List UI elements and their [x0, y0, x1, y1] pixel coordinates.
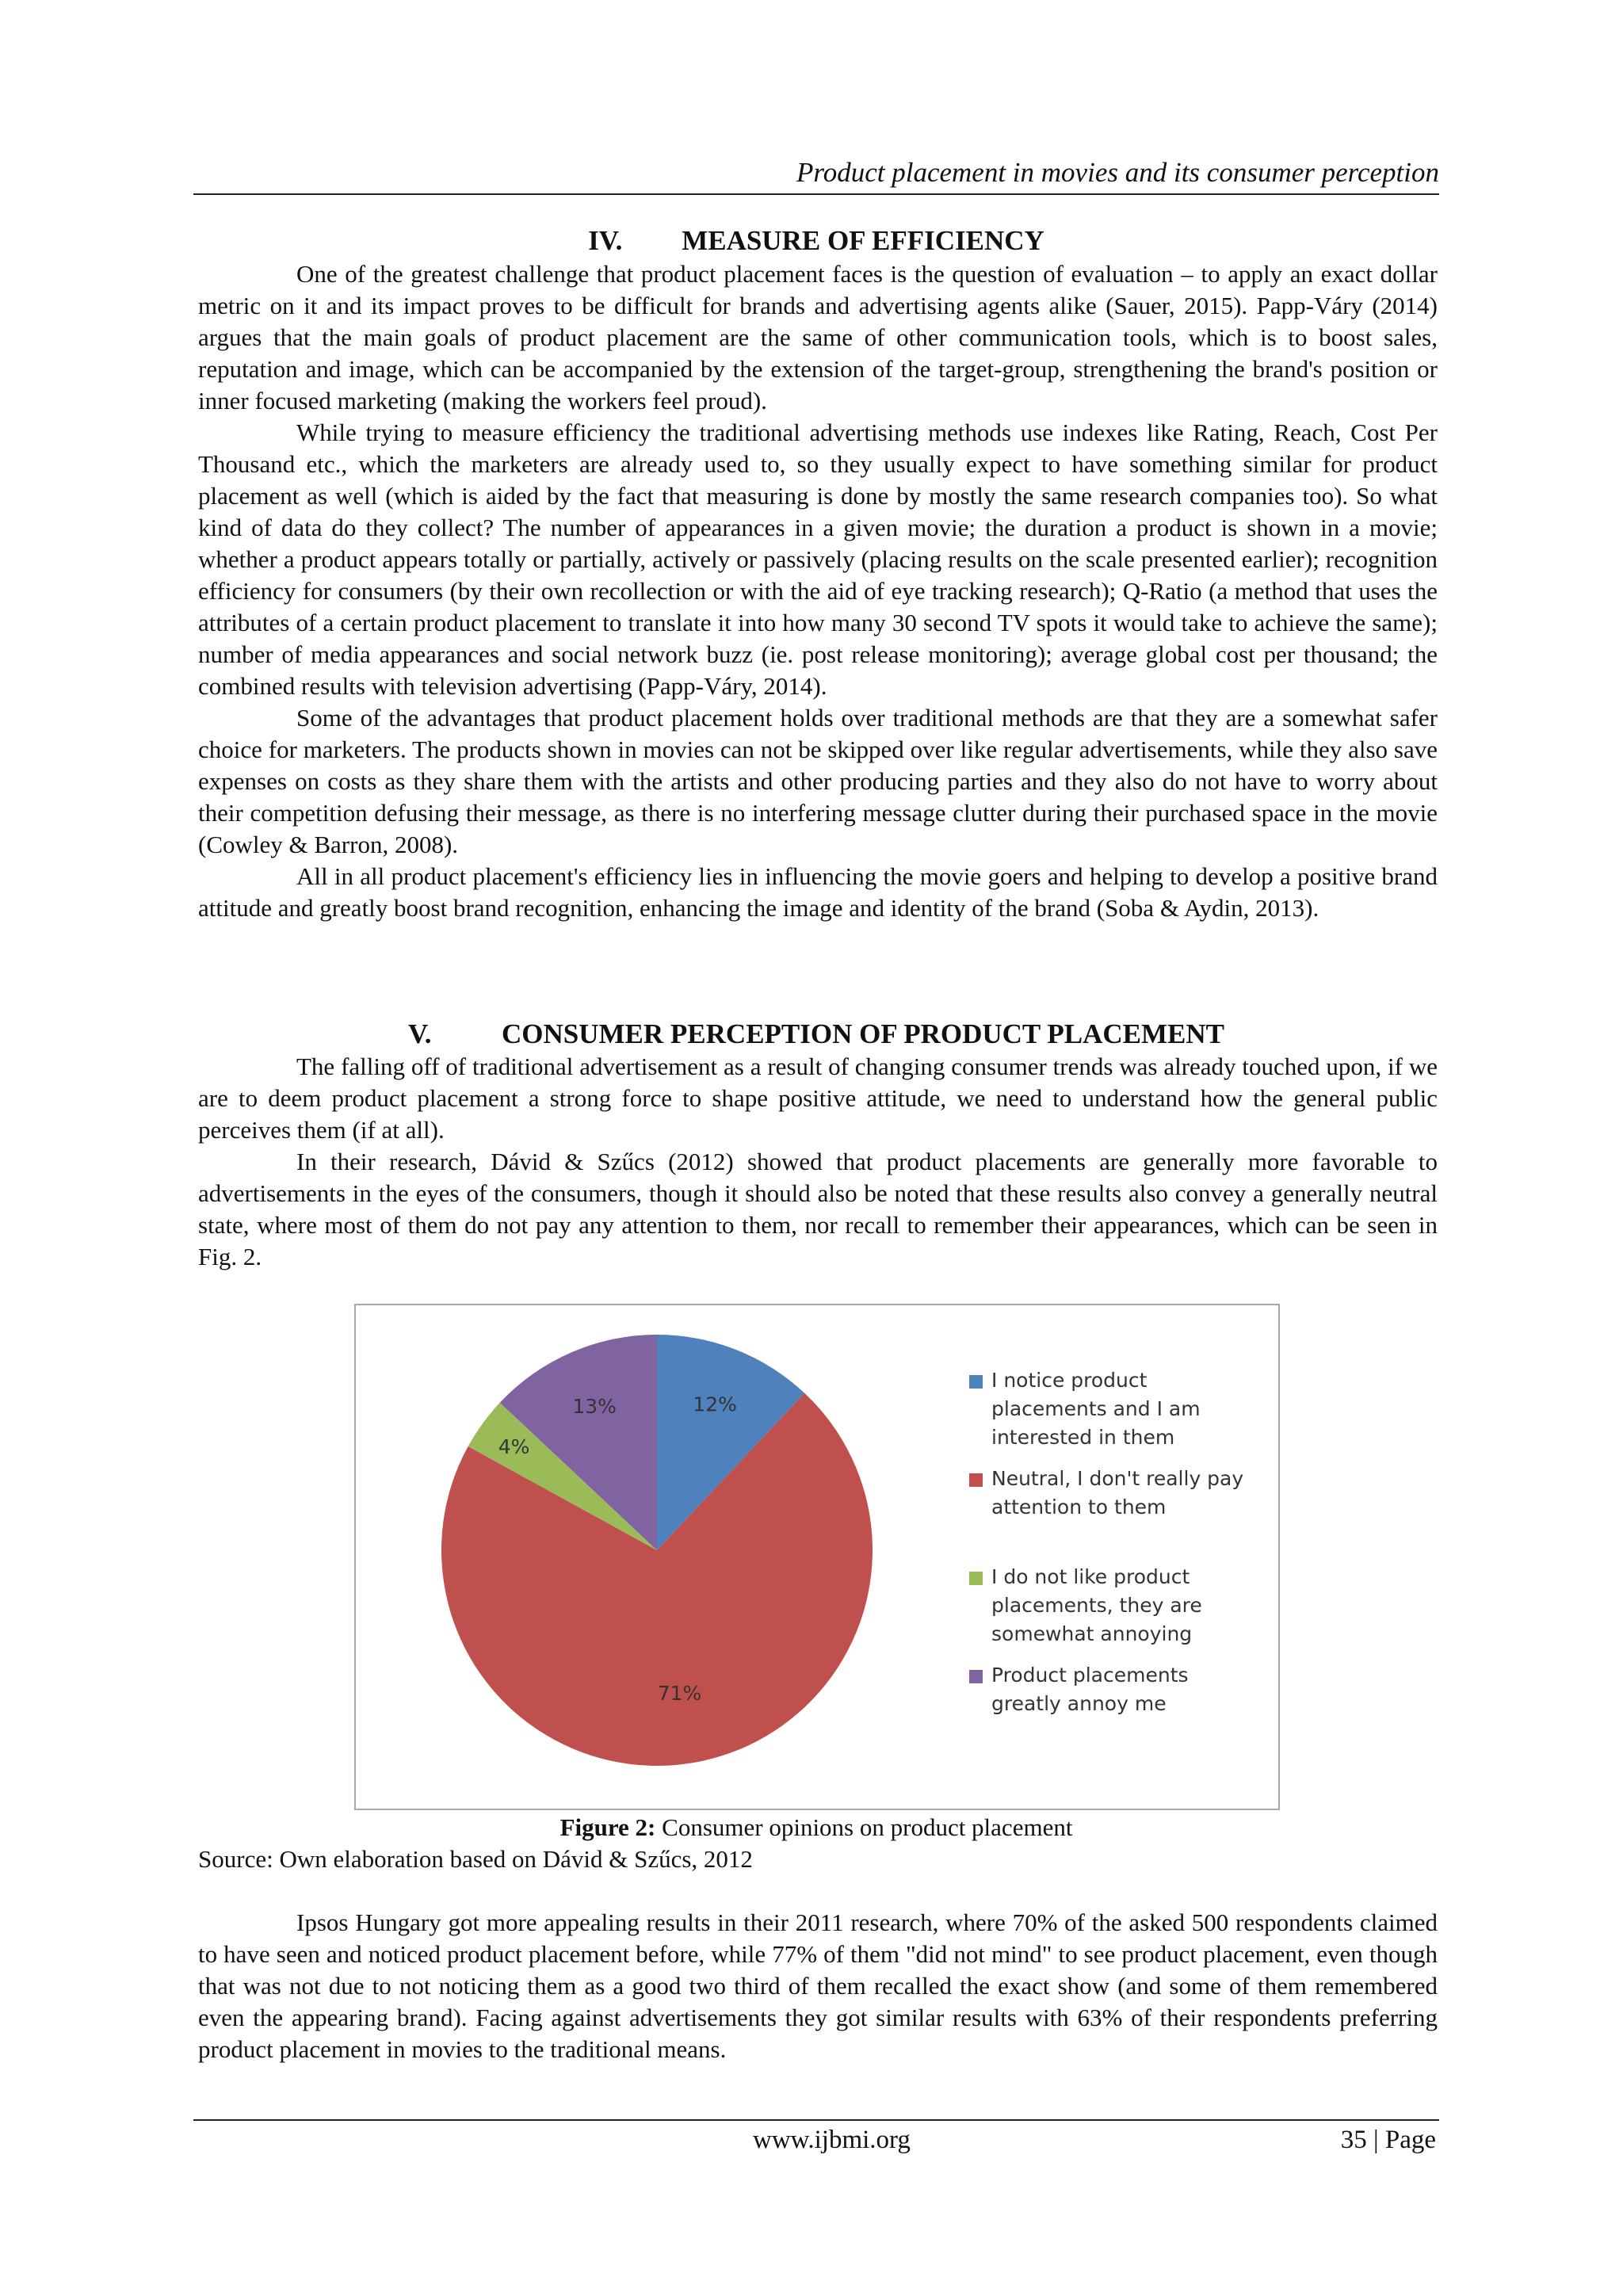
section-title: CONSUMER PERCEPTION OF PRODUCT PLACEMENT [502, 1018, 1224, 1049]
slice-data-label: 71% [657, 1681, 702, 1705]
paragraph: In their research, Dávid & Szűcs (2012) showed that product placements are generally more favorable to advertisements in the eyes of the consumers, though it should also be noted that these results also convey a generally neutral state, where most of them do not pay any attention to them, nor recall to remember their appearances, which can be seen in Fig. 2. [198, 1148, 1438, 1270]
legend-swatch [969, 1670, 983, 1683]
section-4-body [198, 258, 1438, 924]
figure-caption [193, 1812, 1439, 1843]
section-5-body-continued [198, 1907, 1438, 2065]
paragraph: All in all product placement's efficiency lies in influencing the movie goers and helping to develop a positive brand attitude and greatly boost brand recognition, enhancing the image and identity of the brand (Soba & Aydin, 2013). [198, 862, 1438, 922]
paragraph: While trying to measure efficiency the traditional advertising methods use indexes like Rating, Reach, Cost Per Thousand etc., which the marketers are already used to, so they usually expect to have something similar for product placement as well (which is aided by the fact that measuring is done by mostly the same research companies too). So what kind of data do they collect? The number of appearances in a given movie; the duration a product is shown in a movie; whether a product appears totally or partially, actively or passively (placing results on the scale presented earlier); recognition efficiency for consumers (by their own recollection or with the aid of eye tracking research); Q-Ratio (a method that uses the attributes of a certain product placement to translate it into how many 30 second TV spots it would take to achieve the same); number of media appearances and social network buzz (ie. post release monitoring); average global cost per thousand; the combined results with television advertising (Papp-Váry, 2014). [198, 418, 1438, 700]
header-rule [193, 193, 1439, 195]
paragraph: One of the greatest challenge that product placement faces is the question of evaluation – to apply an exact dollar metric on it and its impact proves to be difficult for brands and advertising agents alike (Sauer, 2015). Papp-Váry (2014) argues that the main goals of product placement are the same of other communication tools, which is to boost sales, reputation and image, which can be accompanied by the extension of the target-group, strengthening the brand's position or inner focused marketing (making the workers feel proud). [198, 260, 1438, 415]
legend-item-somewhat-annoying [969, 1563, 1270, 1648]
section-heading-measure-of-efficiency [193, 223, 1439, 258]
figure-caption-label: Figure 2: [559, 1813, 656, 1841]
legend-line: Neutral, I don't really pay [991, 1467, 1244, 1490]
legend-line: attention to them [991, 1496, 1167, 1519]
footer-page-number: 35 | Page [1340, 2126, 1436, 2154]
chart-legend [969, 1366, 1270, 1718]
footer-url: www.ijbmi.org [753, 2126, 911, 2154]
figure-source: Source: Own elaboration based on Dávid & Szűcs, 2012 [198, 1845, 753, 1873]
legend-item-greatly-annoying [969, 1661, 1270, 1718]
legend-line: placements and I am [991, 1397, 1201, 1420]
paragraph: The falling off of traditional advertisement as a result of changing consumer trends was already touched upon, if we are to deem product placement a strong force to shape positive attitude, we need to understand how the general public perceives them (if at all). [198, 1052, 1438, 1144]
legend-item-neutral [969, 1465, 1270, 1522]
legend-line: interested in them [991, 1426, 1175, 1449]
slice-data-label: 4% [498, 1435, 530, 1458]
section-number: V. [408, 1018, 432, 1049]
paragraph: Some of the advantages that product placement holds over traditional methods are that they are a somewhat safer choice for marketers. The products shown in movies can not be skipped over like regular advertisements, while they also save expenses on costs as they share them with the artists and other producing parties and they also do not have to worry about their competition defusing their message, as there is no interfering message clutter during their purchased space in the movie (Cowley & Barron, 2008). [198, 704, 1438, 858]
paragraph: Ipsos Hungary got more appealing results in their 2011 research, where 70% of the asked 500 respondents claimed to have seen and noticed product placement before, while 77% of them "did not mind" to see product placement, even though that was not due to not noticing them as a good two third of them recalled the exact show (and some of them remembered even the appearing brand). Facing against advertisements they got similar results with 63% of their respondents preferring product placement in movies to the traditional means. [198, 1908, 1438, 2063]
section-5-body [198, 1051, 1438, 1273]
legend-swatch [969, 1375, 983, 1389]
running-header-title: Product placement in movies and its consumer perception [796, 157, 1439, 188]
legend-swatch [969, 1473, 983, 1487]
slice-data-label: 13% [572, 1394, 617, 1418]
section-heading-consumer-perception [193, 1017, 1439, 1052]
figure-caption-text: Consumer opinions on product placement [655, 1813, 1073, 1841]
legend-line: greatly annoy me [991, 1692, 1167, 1715]
legend-line: somewhat annoying [991, 1622, 1193, 1645]
figure-2-chart [354, 1304, 1280, 1810]
legend-line: placements, they are [991, 1594, 1202, 1617]
footer-rule [193, 2119, 1439, 2121]
legend-line: I notice product [991, 1369, 1148, 1392]
slice-data-label: 12% [693, 1392, 737, 1416]
legend-line: I do not like product [991, 1565, 1190, 1588]
legend-swatch [969, 1572, 983, 1585]
legend-item-interested [969, 1366, 1270, 1452]
legend-line: Product placements [991, 1664, 1189, 1687]
section-title: MEASURE OF EFFICIENCY [682, 225, 1044, 256]
section-number: IV. [588, 225, 623, 256]
